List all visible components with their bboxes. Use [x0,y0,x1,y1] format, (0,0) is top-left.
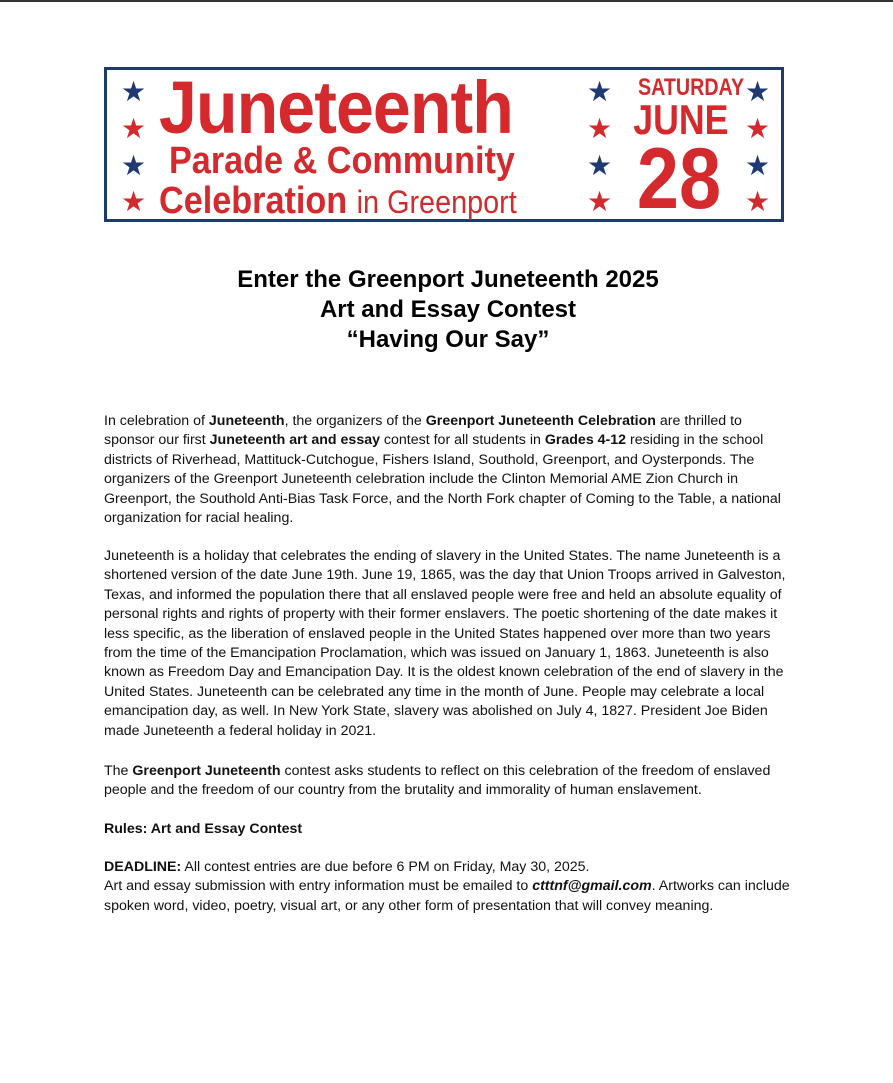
text-run: The [104,763,133,779]
star-icon: ★ [745,185,771,218]
star-icon: ★ [121,149,147,182]
event-banner [104,66,784,227]
banner-month: JUNE [633,96,729,143]
bold-run: Greenport Juneteenth [132,763,281,779]
page-heading [104,265,792,355]
rules-heading-text: Rules: Art and Essay Contest [104,821,303,837]
star-icon: ★ [587,112,613,145]
deadline-text: All contest entries are due before 6 PM on Friday, May 30, 2025. [181,859,590,875]
banner-celebration: Celebration [159,180,348,222]
text-run: , the organizers of the [284,413,426,429]
submission-text: Art and essay submission with entry information must be emailed to [104,878,533,895]
heading-line-3: “Having Our Say” [346,326,550,353]
bold-run: Juneteenth art and essay [209,432,380,449]
banner-day: 28 [636,131,722,227]
banner-weekday: SATURDAY [638,74,745,101]
star-icon: ★ [745,149,771,182]
heading-line-1: Enter the Greenport Juneteenth 2025 [237,266,659,293]
banner-in-greenport: in Greenport [356,184,517,220]
star-icon: ★ [121,112,147,145]
star-icon: ★ [587,149,613,182]
submission-rest: . Artworks can include spoken word, video, poetry, visual art, or any other form of presentation that will convey meaning. [104,878,790,914]
text-run: In celebration of [104,413,209,429]
star-icon: ★ [587,75,613,108]
deadline-paragraph [104,858,794,916]
contest-paragraph [104,762,794,801]
star-icon: ★ [587,185,613,218]
rules-heading [104,820,794,839]
text-run: contest for all students in [379,432,545,449]
text-run: contest asks students to reflect on this celebration of the freedom of enslaved people and the freedom of our country from the brutality and immorality of human enslavement. [104,763,771,799]
star-icon: ★ [745,75,771,108]
intro-paragraph [104,412,794,528]
bold-run: Grades 4-12 [544,432,627,449]
star-icon: ★ [745,112,771,145]
star-icon: ★ [121,185,147,218]
heading-line-2: Art and Essay Contest [319,296,577,323]
star-icon: ★ [121,75,147,108]
text-run: residing in the school districts of Riverhead, Mattituck-Cutchogue, Fishers Island, Southold, Greenport, and Oysterponds. The organizers of the Greenport Juneteenth celebration include the Clinton Memorial AME Zion Church in Greenport, the Southold Anti-Bias Task Force, and the North Fork chapter of Coming to the Table, a national organization for racial healing. [104,432,781,527]
banner-location [159,180,517,223]
top-border [0,0,893,2]
deadline-label: DEADLINE: [104,859,182,875]
email-address[interactable]: ctttnf@gmail.com [532,878,652,895]
history-paragraph: Juneteenth is a holiday that celebrates the ending of slavery in the United States. The name Juneteenth is a shortened version of the date June 19th. June 19, 1865, was the day that Union Troops arrived in Galveston, Texas, and informed the population there that all enslaved people were free and held an absolute equality of personal rights and rights of property with their former enslavers. The poetic shortening of the date makes it less specific, as the liberation of enslaved people in the United States happened over more than two years from the time of the Emancipation Proclamation, which was issued on January 1, 1863. Juneteenth is also known as Freedom Day and Emancipation Day. It is the oldest known celebration of the end of slavery in the United States. Juneteenth can be celebrated any time in the month of June. People may celebrate a local emancipation day, as well. In New York State, slavery was abolished on July 4, 1827. President Joe Biden made Juneteenth a federal holiday in 2021. [104,548,786,739]
banner-title: Juneteenth [159,66,513,149]
text-run: are thrilled to sponsor our first [104,413,742,449]
bold-run: Juneteenth [208,413,285,429]
bold-run: Greenport Juneteenth Celebration [425,413,656,429]
banner-subtitle: Parade & Community [169,140,515,182]
